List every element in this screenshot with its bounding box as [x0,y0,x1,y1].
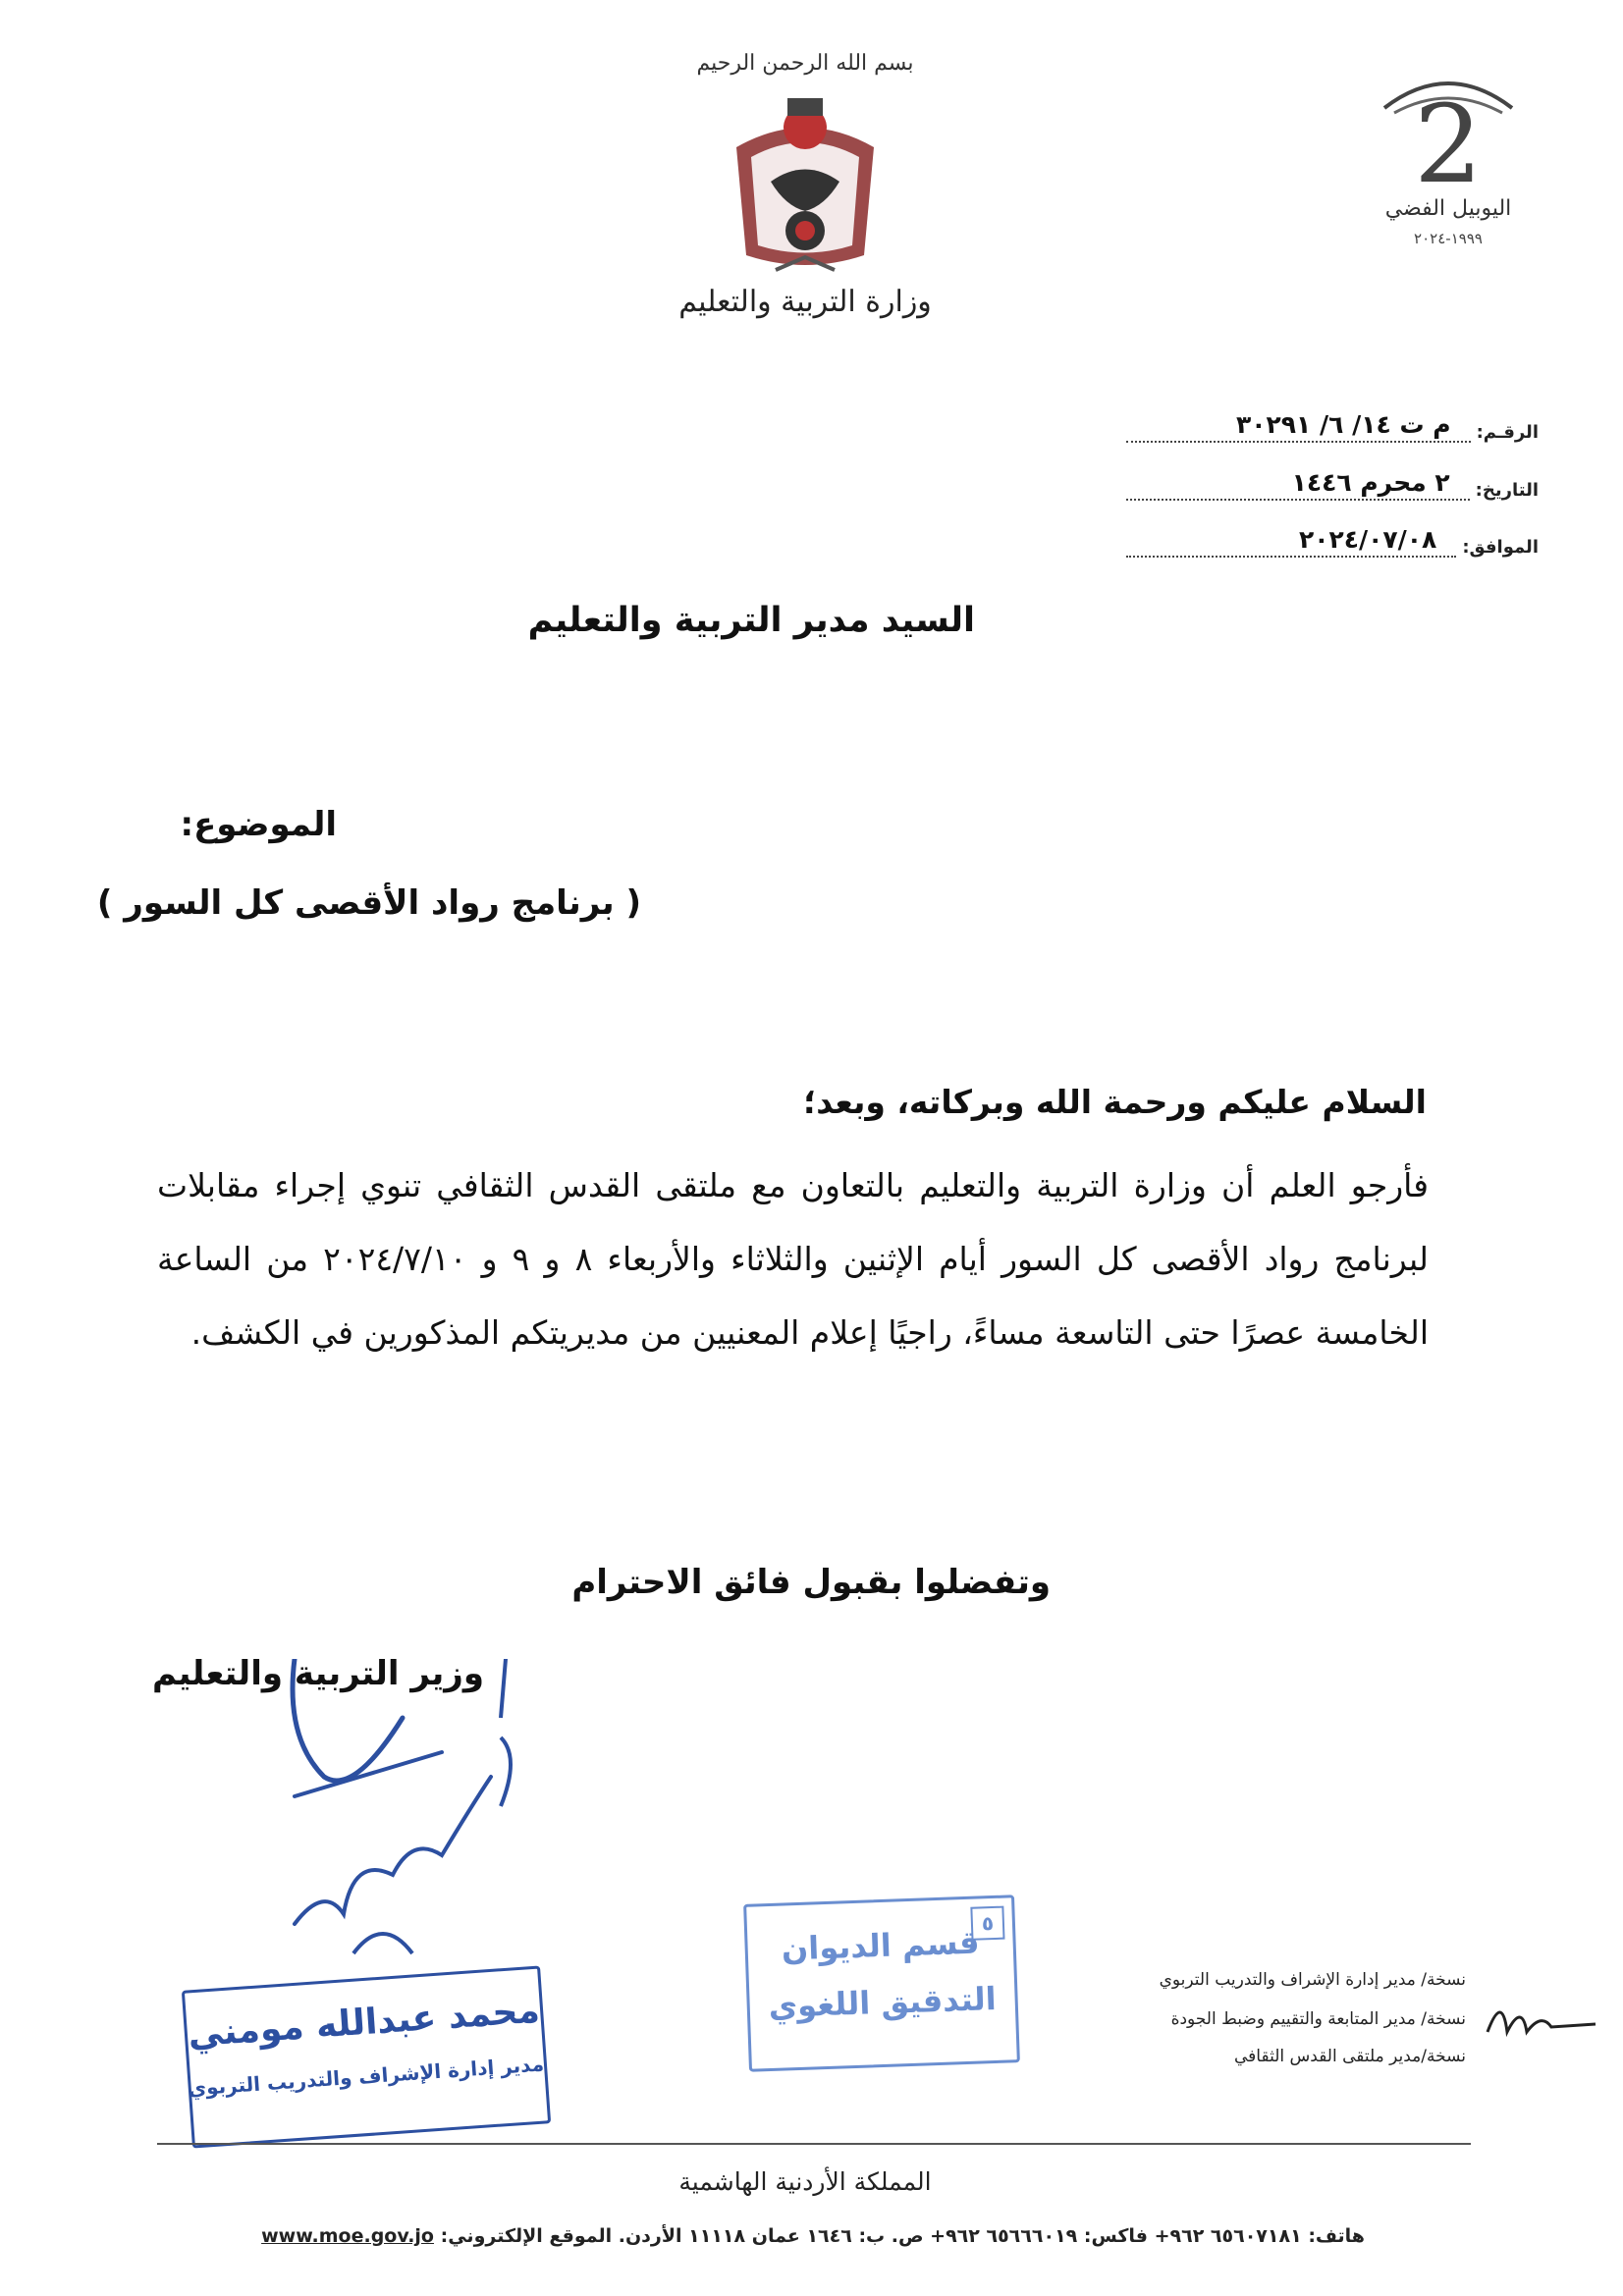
hijri-date-label: التاريخ: [1475,480,1539,501]
diwan-stamp-proofreading: التدقيق اللغوي [768,1979,998,2026]
closing-line: وتفضلوا بقبول فائق الاحترام [571,1563,1051,1602]
hijri-date-value: ٢ محرم ١٤٤٦ [1126,468,1470,501]
handwritten-signature [177,1659,569,2012]
gregorian-date-value: ٢٠٢٤/٠٧/٠٨ [1126,525,1456,558]
reference-number-row [1126,398,1539,443]
reference-number-label: الرقـم: [1476,422,1539,443]
greeting: السلام عليكم ورحمة الله وبركاته، وبعد؛ [803,1083,1427,1121]
addressee: السيد مدير التربية والتعليم [527,601,975,640]
jordan-coat-of-arms-logo [717,88,893,285]
silver-jubilee-logo [1360,59,1537,196]
director-stamp [182,1965,551,2148]
svg-text:2: 2 [1414,81,1483,196]
hijri-date-row [1126,455,1539,501]
diwan-stamp-department: قسم الديوان [781,1923,981,1968]
footer-contact-details: هاتف: ٦٥٦٠٧١٨١ ٩٦٢+ فاكس: ٦٥٦٦٦٠١٩ ٩٦٢+ ص. ب: ١٦٤٦ عمان ١١١١٨ الأردن. الموقع الإلكتروني: [440,2225,1365,2247]
footer-divider [157,2143,1471,2145]
copy-recipient: نسخة/ مدير المتابعة والتقييم وضبط الجودة [1170,2009,1466,2029]
gregorian-date-row [1126,512,1539,558]
ministry-name-logotype: وزارة التربية والتعليم [678,285,932,319]
letter-body: فأرجو العلم أن وزارة التربية والتعليم بالتعاون مع ملتقى القدس الثقافي تنوي إجراء مقابلات لبرنامج رواد الأقصى كل السور أيام الإثنين والثلاثاء والأربعاء ٨ و ٩ و ٢٠٢٤/٧/١٠ من الساعة الخامسة عصرًا حتى التاسعة مساءً، راجيًا إعلام المعنيين من مديريتكم المذكورين في الكشف. [157,1166,1429,1352]
gregorian-date-label: الموافق: [1462,537,1539,558]
director-stamp-role: مدير إدارة الإشراف والتدريب التربوي [187,2052,545,2101]
reference-number-value: م ت ١٤/ ٦/ ٣٠٢٩١ [1126,410,1471,443]
footer-contact-line [261,2225,1365,2247]
initials-signature [1483,1983,1600,2052]
copy-recipient: نسخة/ مدير إدارة الإشراف والتدريب التربوي [1159,1970,1466,1990]
jubilee-caption: اليوبيل الفضي [1384,196,1512,221]
director-stamp-name: محمد عبدالله مومني [187,1990,542,2056]
diwan-stamp [743,1895,1020,2072]
jubilee-years: ١٩٩٩-٢٠٢٤ [1414,230,1483,247]
footer-kingdom-name: المملكة الأردنية الهاشمية [678,2167,932,2196]
footer-website-link[interactable]: www.moe.gov.jo [261,2225,434,2247]
subject-text: ( برنامج رواد الأقصى كل السور ) [96,883,641,923]
basmala: بسم الله الرحمن الرحيم [696,51,914,76]
subject-label: الموضوع: [180,805,337,844]
signatory-title: وزير التربية والتعليم [151,1654,484,1693]
copy-recipient: نسخة/مدير ملتقى القدس الثقافي [1234,2047,1466,2066]
diwan-stamp-number: ٥ [970,1906,1004,1941]
